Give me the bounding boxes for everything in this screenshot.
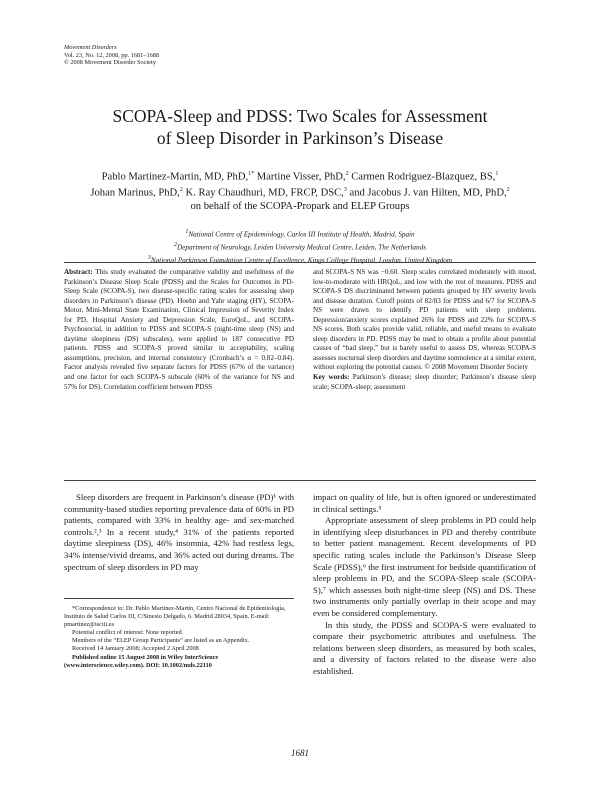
author-name: Pablo Martinez-Martin, MD, PhD, bbox=[101, 171, 249, 183]
author-sup: 2 bbox=[179, 186, 183, 193]
footnote-published: Published online 15 August 2008 in Wiley InterScience (www.interscience.wiley.com). DOI: 10.1002/mds.22110 bbox=[64, 653, 219, 669]
footnote-correspondence: *Correspondence to: Dr. Pablo Martinez-Martin, Centro Nacional de Epidemiología, Instituto de Salud Carlos III, C/Sinesio Delgado, 6. Madrid 28034, Spain. E-mail: pmartinez@isciii.es bbox=[64, 605, 286, 629]
journal-name: Movement Disorders bbox=[64, 44, 117, 51]
author-group: on behalf of the SCOPA-Propark and ELEP Groups bbox=[190, 200, 410, 212]
body-right-column bbox=[313, 492, 536, 678]
footnotes bbox=[64, 605, 294, 670]
article-title bbox=[60, 105, 540, 149]
author-name: K. Ray Chaudhuri, MD, FRCP, DSC, bbox=[182, 187, 344, 199]
affiliations bbox=[60, 227, 540, 266]
author-name: Johan Marinus, PhD, bbox=[90, 187, 180, 199]
keywords-text: Parkinson’s disease; sleep disorder; Parkinson’s disease sleep scale; SCOPA-sleep; assessment bbox=[313, 373, 537, 391]
title-line-2: of Sleep Disorder in Parkinson’s Disease bbox=[156, 128, 444, 148]
keywords-label: Key words: bbox=[313, 373, 350, 382]
abstract-label: Abstract: bbox=[64, 268, 93, 276]
abstract-text-right: and SCOPA-S NS was −0.60. Sleep scales correlated moderately with mood, low-to-moderate with HRQoL, and low with the rest of measures. PDSS and SCOPA-S DS discriminated between patients grouped by HY severity levels and disease duration. Cutoff points of 82/83 for PDSS and 6/7 for SCOPA-S NS were drawn to identify PD patients with sleep problems. Depression/anxiety scores explained 26% for PDSS and 22% for SCOPA-S NS scores. Both scales provide valid, reliable, and useful means to evaluate sleep disorders in PD. PDSS may be used to obtain a profile about potential causes of “bad sleep,” but is barely useful to assess DS, whereas SCOPA-S assesses nocturnal sleep disorders and daytime somnolence at a similar extent, without exploring the potential causes. © 2008 Movement Disorder Society bbox=[313, 268, 536, 372]
author-line-1 bbox=[60, 168, 540, 184]
body-left-column bbox=[64, 492, 294, 573]
affiliation-sup: 3 bbox=[147, 254, 151, 261]
title-line-1: SCOPA-Sleep and PDSS: Two Scales for Assessment bbox=[112, 106, 488, 126]
body-paragraph: Appropriate assessment of sleep problems in PD could help in identifying sleep disturbances in PD and thereby contribute to better patient management. Recent developments of PD specific rating scales include the Parkinson’s Disease Sleep Scale (PDSS),⁶ the first instrument for bedside quantification of sleep problems in PD, and the SCOPA-Sleep scale (SCOPA-S),⁷ which assesses both night-time sleep (NS) and DS. These two instruments only partially overlap in their scope and may even be considered complementary. bbox=[313, 515, 536, 618]
author-sup: 3 bbox=[343, 186, 347, 193]
footnote-members: Members of the “ELEP Group Participants” are listed as an Appendix. bbox=[72, 637, 250, 645]
body-paragraph: In this study, the PDSS and SCOPA-S were evaluated to compare their psychometric attributes and usefulness. The relations between sleep disorders, as measured by both scales, and a diversity of factors related to the disease were also established. bbox=[313, 619, 536, 676]
footnote-received: Received 14 January 2008; Accepted 2 April 2008 bbox=[72, 645, 199, 653]
author-name: Martine Visser, PhD, bbox=[254, 171, 346, 183]
affiliation-text: Department of Neurology, Leiden University Medical Centre, Leiden, The Netherlands bbox=[177, 243, 426, 252]
author-sup: 2 bbox=[345, 171, 349, 177]
page-number: 1681 bbox=[291, 748, 309, 758]
affiliation bbox=[60, 240, 540, 253]
footnote-conflict: Potential conflict of interest: None reported. bbox=[72, 629, 184, 637]
author-sup: 1 bbox=[495, 171, 499, 177]
affiliation bbox=[60, 253, 540, 266]
author-name: Carmen Rodriguez-Blazquez, BS, bbox=[348, 171, 496, 183]
affiliation-sup: 2 bbox=[174, 241, 177, 248]
journal-volume: Vol. 23, No. 12, 2008, pp. 1681–1688 bbox=[64, 51, 160, 59]
abstract-bottom-rule bbox=[64, 480, 536, 481]
affiliation-sup: 1 bbox=[185, 229, 189, 235]
journal-header bbox=[64, 44, 159, 67]
abstract-text-left: This study evaluated the comparative validity and usefulness of the Parkinson’s Disease Sleep Scale (PDSS) and the Scales for Outcomes in PD-Sleep Scale (SCOPA-S), two disease-specific rating scales for assessing sleep disorders in Parkinson’s disease (PD). Hoehn and Yahr staging (HY), SCOPA-Motor, Mini-Mental State Examination, Clinical Impression of Severity Index for PD, Hospital Anxiety and Depression Scale, EuroQoL, and SCOPA-Psychosocial, in addition to PDSS and SCOPA-S (night-time sleep (NS) and daytime sleepiness (DS) subscales), were applied to 187 consecutive PD patients. PDSS and SCOPA-S proved similar in acceptability, scaling assumptions, precision, and internal consistency (Cronbach’s α = 0.82–0.84). Factor analysis revealed five separate factors for PDSS (67% of the variance) and one factor for each SCOPA-S subscale (60% of the variance for NS and 57% for DS). Correlation coefficient between PDSS bbox=[64, 268, 294, 391]
affiliation-text: National Parkinson Foundation Centre of Excellence, Kings College Hospital, London, United Kingdom bbox=[150, 256, 453, 265]
affiliation-text: National Centre of Epidemiology, Carlos III Institute of Health, Madrid, Spain bbox=[188, 230, 415, 239]
author-sup: 1* bbox=[248, 171, 255, 177]
author-sup: 2 bbox=[506, 186, 510, 193]
author-list bbox=[60, 168, 540, 213]
body-paragraph: impact on quality of life, but is often ignored or underestimated in clinical settings.⁵ bbox=[313, 492, 536, 514]
abstract-right-column bbox=[313, 268, 536, 392]
footnote-rule bbox=[64, 598, 294, 599]
affiliation bbox=[60, 227, 540, 240]
author-line-2 bbox=[60, 184, 540, 200]
journal-copyright: © 2008 Movement Disorder Society bbox=[64, 59, 156, 67]
abstract-top-rule bbox=[64, 262, 536, 263]
author-name: and Jacobus J. van Hilten, MD, PhD, bbox=[346, 187, 507, 199]
body-paragraph: Sleep disorders are frequent in Parkinson’s disease (PD)¹ with community-based studies reporting prevalence data of 60% in PD patients, compared with 33% in healthy age- and sex-matched controls.²,³ In a recent study,⁴ 31% of the patients reported daytime sleepiness (DS), 46% insomnia, 42% had restless legs, 34% intense/vivid dreams, and 36% acted out during dreams. The spectrum of sleep disorders in PD may bbox=[64, 492, 294, 572]
abstract-left-column bbox=[64, 268, 294, 392]
